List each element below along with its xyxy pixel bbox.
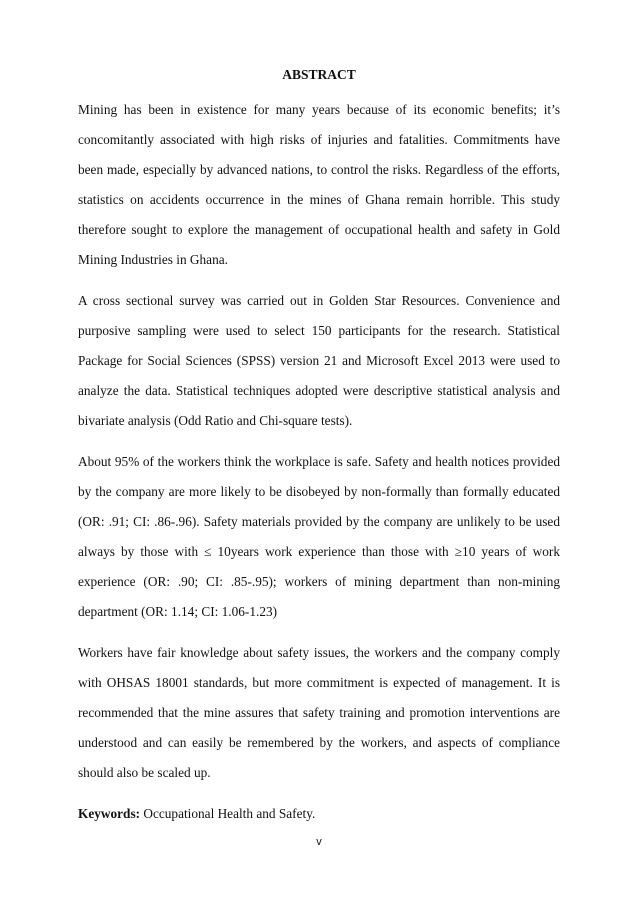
- abstract-paragraph-4: Workers have fair knowledge about safety issues, the workers and the company comply with OHSAS 18001 standards, but more commitment is expected of management. It is recommended that the mine assures that safety training and promotion interventions are understood and can easily be remembered by the workers, and aspects of compliance should also be scaled up.: [78, 645, 560, 780]
- keywords-text: Occupational Health and Safety.: [140, 806, 316, 821]
- keywords-label: Keywords:: [78, 806, 141, 821]
- abstract-paragraph-2: A cross sectional survey was carried out in Golden Star Resources. Convenience and purposive sampling were used to select 150 participants for the research. Statistical Package for Social Sciences (SPSS) version 21 and Microsoft Excel 2013 were used to analyze the data. Statistical techniques adopted were descriptive statistical analysis and bivariate analysis (Odd Ratio and Chi-square tests).: [78, 293, 560, 428]
- keywords-line: [78, 799, 560, 829]
- page-number: v: [316, 836, 322, 848]
- abstract-body: [78, 95, 560, 840]
- abstract-paragraph-1: Mining has been in existence for many years because of its economic benefits; it’s concomitantly associated with high risks of injuries and fatalities. Commitments have been made, especially by advanced nations, to control the risks. Regardless of the efforts, statistics on accidents occurrence in the mines of Ghana remain horrible. This study therefore sought to explore the management of occupational health and safety in Gold Mining Industries in Ghana.: [78, 102, 560, 267]
- abstract-heading: ABSTRACT: [282, 67, 356, 82]
- abstract-paragraph-3: About 95% of the workers think the workplace is safe. Safety and health notices provided by the company are more likely to be disobeyed by non-formally than formally educated (OR: .91; CI: .86-.96). Safety materials provided by the company are unlikely to be used always by those with ≤ 10years work experience than those with ≥10 years of work experience (OR: .90; CI: .85-.95); workers of mining department than non-mining department (OR: 1.14; CI: 1.06-1.23): [78, 454, 560, 619]
